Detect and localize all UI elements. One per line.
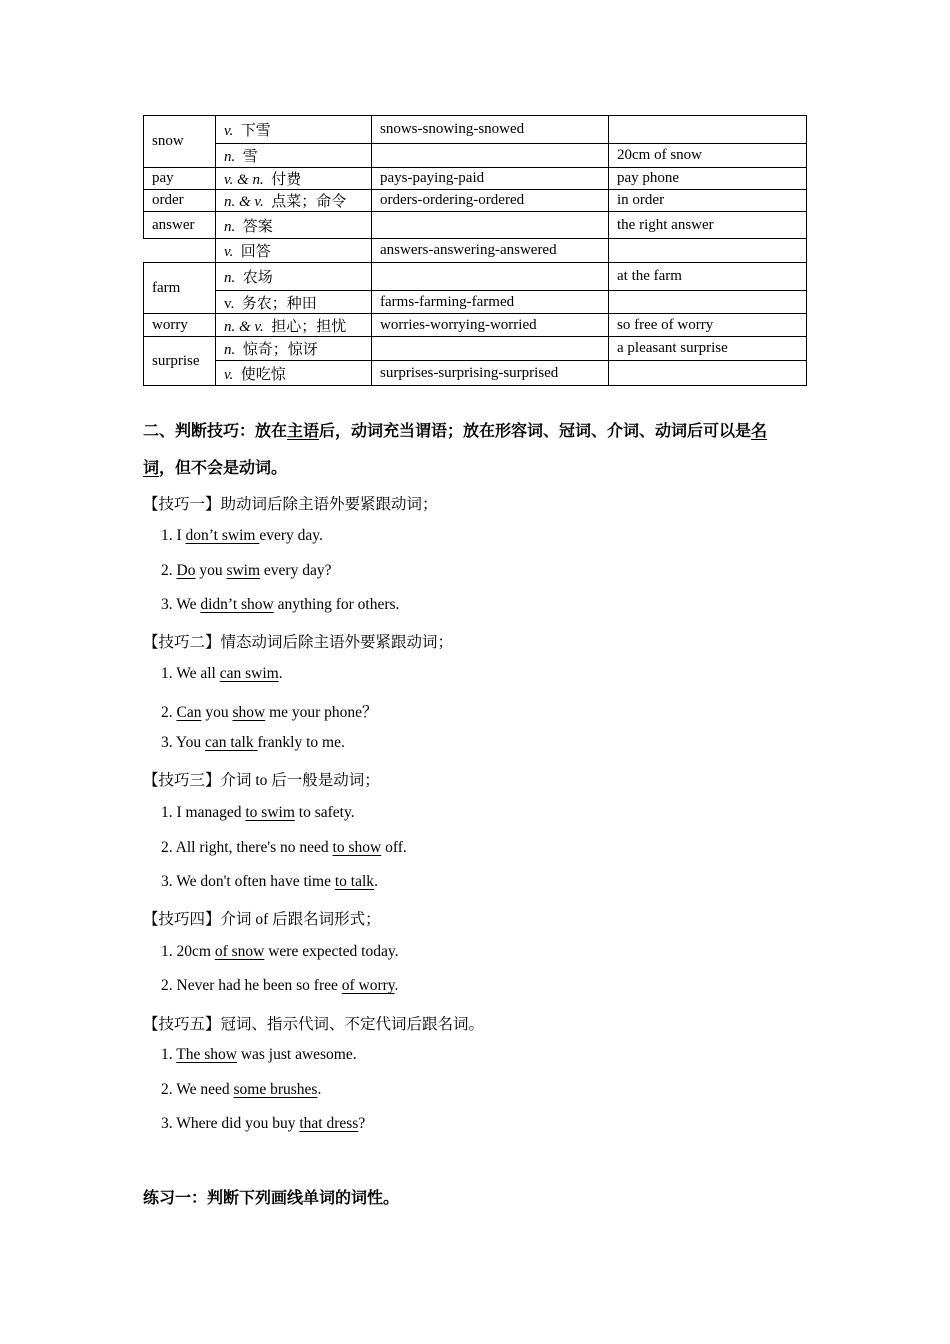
- pos-cell: v. 使吃惊: [216, 361, 372, 386]
- example-sentence: 3. You can talk frankly to me.: [161, 734, 345, 751]
- forms-cell: orders-ordering-ordered: [372, 190, 609, 212]
- forms-cell: pays-paying-paid: [372, 168, 609, 190]
- table-row: [144, 144, 807, 168]
- table-row: [144, 291, 807, 314]
- table-row: [144, 337, 807, 361]
- forms-cell: snows-snowing-snowed: [372, 116, 609, 144]
- word-cell: snow: [144, 116, 216, 168]
- pos-cell: v. 回答: [216, 239, 372, 263]
- phrase-cell: [609, 361, 807, 386]
- example-sentence: 2. Never had he been so free of worry.: [161, 977, 399, 994]
- example-sentence: 1. I managed to swim to safety.: [161, 804, 355, 821]
- phrase-cell: [609, 291, 807, 314]
- pos-cell: n. 农场: [216, 263, 372, 291]
- word-cell: [144, 239, 216, 263]
- example-sentence: 1. We all can swim.: [161, 665, 283, 682]
- word-cell: order: [144, 190, 216, 212]
- tip-title: 【技巧一】助动词后除主语外要紧跟动词；: [143, 496, 438, 513]
- phrase-cell: 20cm of snow: [609, 144, 807, 168]
- table-row: [144, 263, 807, 291]
- table-row: [144, 314, 807, 337]
- forms-cell: [372, 212, 609, 239]
- vocabulary-table: [143, 115, 807, 386]
- word-cell: worry: [144, 314, 216, 337]
- pos-cell: v. 务农；种田: [216, 291, 372, 314]
- table-row: [144, 116, 807, 144]
- pos-cell: v. 下雪: [216, 116, 372, 144]
- pos-cell: n. 答案: [216, 212, 372, 239]
- example-sentence: 3. We don't often have time to talk.: [161, 873, 378, 890]
- forms-cell: surprises-surprising-surprised: [372, 361, 609, 386]
- pos-cell: n. 惊奇；惊讶: [216, 337, 372, 361]
- pos-cell: n. & v. 点菜；命令: [216, 190, 372, 212]
- phrase-cell: in order: [609, 190, 807, 212]
- phrase-cell: the right answer: [609, 212, 807, 239]
- phrase-cell: pay phone: [609, 168, 807, 190]
- tip-title: 【技巧五】冠词、指示代词、不定代词后跟名词。: [143, 1016, 485, 1033]
- forms-cell: [372, 144, 609, 168]
- tip-title: 【技巧二】情态动词后除主语外要紧跟动词；: [143, 634, 454, 651]
- example-sentence: 1. 20cm of snow were expected today.: [161, 943, 399, 960]
- phrase-cell: at the farm: [609, 263, 807, 291]
- word-cell: pay: [144, 168, 216, 190]
- pos-cell: n. 雪: [216, 144, 372, 168]
- tip-title: 【技巧三】介词 to 后一般是动词；: [143, 772, 380, 789]
- phrase-cell: a pleasant surprise: [609, 337, 807, 361]
- table-row: [144, 361, 807, 386]
- phrase-cell: [609, 239, 807, 263]
- forms-cell: [372, 263, 609, 291]
- forms-cell: worries-worrying-worried: [372, 314, 609, 337]
- tip-title: 【技巧四】介词 of 后跟名词形式；: [143, 911, 381, 928]
- example-sentence: 2. All right, there's no need to show off.: [161, 839, 407, 856]
- table-row: [144, 168, 807, 190]
- word-cell: answer: [144, 212, 216, 239]
- table-row: [144, 239, 807, 263]
- exercise-heading: 练习一：判断下列画线单词的词性。: [143, 1188, 400, 1207]
- word-cell: surprise: [144, 337, 216, 386]
- pos-cell: v. & n. 付费: [216, 168, 372, 190]
- pos-cell: n. & v. 担心；担忧: [216, 314, 372, 337]
- phrase-cell: so free of worry: [609, 314, 807, 337]
- table-row: [144, 212, 807, 239]
- example-sentence: 3. Where did you buy that dress?: [161, 1115, 366, 1132]
- forms-cell: answers-answering-answered: [372, 239, 609, 263]
- table-row: [144, 190, 807, 212]
- section-heading-line1: 二、判断技巧：放在主语后，动词充当谓语；放在形容词、冠词、介词、动词后可以是名: [143, 421, 768, 440]
- forms-cell: farms-farming-farmed: [372, 291, 609, 314]
- example-sentence: 1. The show was just awesome.: [161, 1046, 357, 1063]
- example-sentence: 3. We didn’t show anything for others.: [161, 596, 400, 613]
- example-sentence: 2. Can you show me your phone？: [161, 704, 378, 721]
- section-heading-line2: 词，但不会是动词。: [143, 458, 288, 477]
- example-sentence: 2. Do you swim every day?: [161, 562, 332, 579]
- forms-cell: [372, 337, 609, 361]
- word-cell: farm: [144, 263, 216, 314]
- example-sentence: 1. I don’t swim every day.: [161, 527, 323, 544]
- example-sentence: 2. We need some brushes.: [161, 1081, 322, 1098]
- phrase-cell: [609, 116, 807, 144]
